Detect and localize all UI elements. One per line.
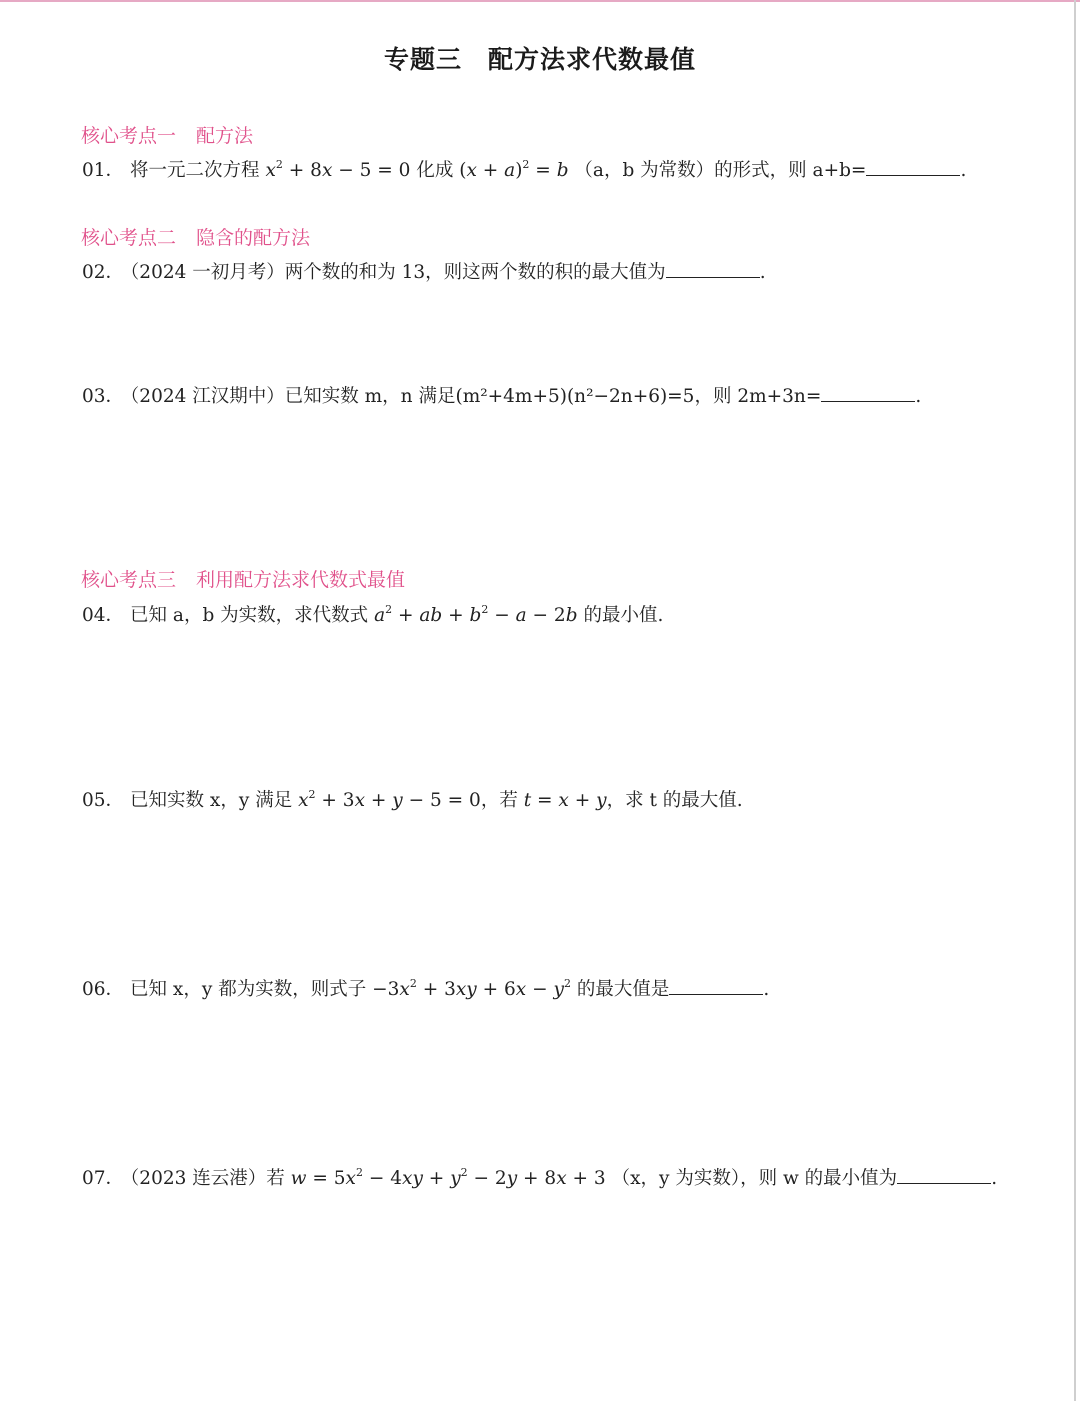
- question-06: [82, 975, 769, 1001]
- question-text: 已知 x，y 都为实数，则式子: [130, 979, 367, 1000]
- question-number: 07．: [82, 1168, 125, 1189]
- question-03: [82, 382, 921, 408]
- expression: $a^2$ + ab + $b^2 - a - 2b$: [374, 603, 578, 626]
- question-01: [82, 156, 966, 182]
- equation: $x^2 + 3x + y - 5 = 0$: [298, 788, 481, 811]
- answer-blank[interactable]: [897, 1169, 991, 1184]
- equation: $w = 5x^2 - 4xy + y^2 - 2y + 8x + 3$: [290, 1166, 606, 1189]
- period: .: [960, 160, 967, 181]
- question-text: 的最大值是: [576, 979, 670, 1000]
- page-title: 专题三 配方法求代数最值: [383, 45, 696, 74]
- section-label: 核心考点一: [81, 125, 177, 147]
- answer-blank[interactable]: [821, 387, 915, 402]
- page-top-edge: [0, 0, 1080, 2]
- equation: $x^2 + 8x - 5 = 0$: [265, 158, 411, 181]
- section-name: 配方法: [196, 125, 254, 147]
- question-number: 05．: [82, 790, 125, 811]
- period: .: [759, 262, 766, 283]
- question-text: （a，b 为常数）的形式，则 a+b=: [574, 160, 867, 181]
- section-heading-3: [81, 565, 405, 592]
- section-heading-1: [81, 121, 253, 148]
- question-text: （2023 连云港）若: [130, 1168, 285, 1189]
- answer-blank[interactable]: [666, 263, 760, 278]
- page-right-edge: [1074, 0, 1076, 1401]
- question-text: ，若: [480, 790, 518, 811]
- question-number: 06．: [82, 979, 125, 1000]
- question-text: （x，y 为实数），则 w 的最小值为: [611, 1168, 898, 1189]
- period: .: [915, 386, 922, 407]
- question-text: （2024 一初月考）两个数的和为 13，则这两个数的积的最大值为: [130, 262, 666, 283]
- expression: $-3x^2 + 3xy + 6x - y^2$: [372, 977, 571, 1000]
- section-label: 核心考点三: [81, 569, 177, 591]
- question-number: 01．: [82, 160, 125, 181]
- section-name: 隐含的配方法: [196, 227, 311, 249]
- section-name: 利用配方法求代数式最值: [196, 569, 406, 591]
- equation: $(x + a)^2 = b$: [459, 158, 569, 181]
- question-text: 的最小值.: [583, 605, 664, 626]
- question-05: [82, 786, 743, 812]
- period: .: [763, 979, 770, 1000]
- question-02: [82, 258, 766, 284]
- answer-blank[interactable]: [669, 980, 763, 995]
- question-text: （2024 江汉期中）已知实数 m，n 满足(m²+4m+5)(n²−2n+6)=5，则 2m+3n=: [130, 386, 822, 407]
- question-text: 化成: [416, 160, 454, 181]
- question-number: 03．: [82, 386, 125, 407]
- period: .: [991, 1168, 998, 1189]
- question-04: [82, 601, 663, 627]
- question-text: 已知实数 x，y 满足: [130, 790, 293, 811]
- section-heading-2: [81, 223, 310, 250]
- question-number: 02．: [82, 262, 125, 283]
- answer-blank[interactable]: [866, 161, 960, 176]
- question-text: 已知 a，b 为实数，求代数式: [130, 605, 369, 626]
- equation: t = x + y: [523, 790, 607, 811]
- question-07: [82, 1164, 997, 1190]
- question-number: 04．: [82, 605, 125, 626]
- section-label: 核心考点二: [81, 227, 177, 249]
- question-text: ，求 t 的最大值.: [606, 790, 743, 811]
- question-text: 将一元二次方程: [130, 160, 260, 181]
